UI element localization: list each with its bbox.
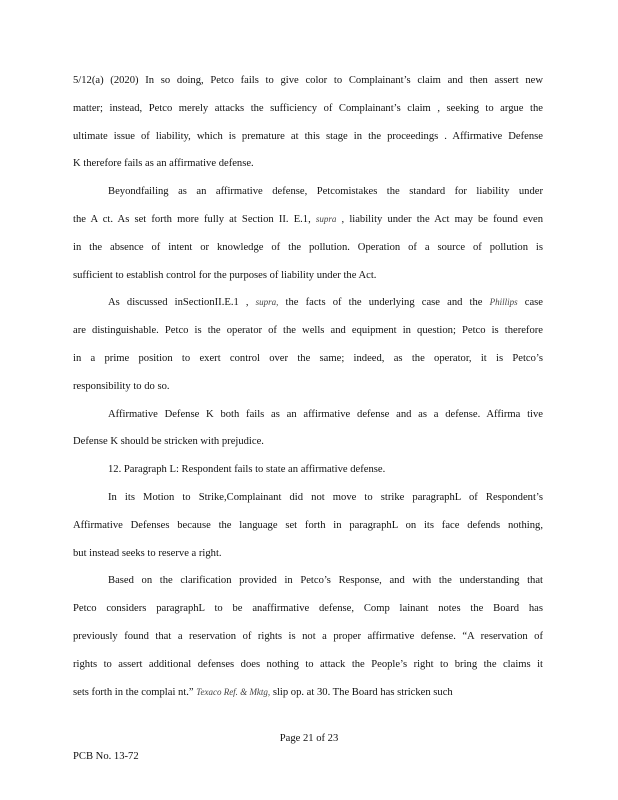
paragraph bbox=[73, 484, 543, 567]
body-text bbox=[73, 67, 543, 706]
text-line: but instead seeks to reserve a right. bbox=[73, 547, 222, 559]
text-line: ultimate issue of liability, which is premature at this stage in the proceedings . Affirmative Defense bbox=[73, 130, 543, 142]
text-line: previously found that a reservation of rights is not a proper affirmative defense. “A reservation of bbox=[73, 630, 543, 642]
text-line: matter; instead, Petco merely attacks the sufficiency of Complainant’s claim , seeking to argue the bbox=[73, 102, 543, 114]
text-line: rights to assert additional defenses does nothing to attack the People’s right to bring the claims it bbox=[73, 658, 543, 670]
text-line: are distinguishable. Petco is the operator of the wells and equipment in question; Petco is therefore bbox=[73, 325, 543, 337]
italic-citation: supra bbox=[315, 213, 337, 224]
text-line: Beyondfailing as an affirmative defense, Petcomistakes the standard for liability under bbox=[108, 186, 543, 198]
paragraph bbox=[73, 67, 543, 178]
text-line: K therefore fails as an affirmative defense. bbox=[73, 158, 254, 170]
text-line: Based on the clarification provided in Petco’s Response, and with the understanding that bbox=[108, 575, 543, 587]
paragraph bbox=[73, 178, 543, 289]
text-line: responsibility to do so. bbox=[73, 380, 170, 392]
text-line: 5/12(a) (2020) In so doing, Petco fails to give color to Complainant’s claim and then assert new bbox=[73, 75, 543, 86]
text-line: Petco considers paragraphL to be anaffirmative defense, Comp lainant notes the Board has bbox=[73, 603, 543, 615]
text-line: As discussed inSectionII.E.1 , supra, the facts of the underlying case and the Phillips case bbox=[108, 297, 543, 309]
paragraph bbox=[73, 289, 543, 400]
italic-citation: supra, bbox=[255, 297, 279, 308]
section-heading bbox=[73, 456, 543, 484]
paragraph bbox=[73, 401, 543, 457]
text-line: Affirmative Defenses because the language set forth in paragraphL on its face defends nothing, bbox=[73, 519, 543, 531]
text-line: 12. Paragraph L: Respondent fails to state an affirmative defense. bbox=[108, 464, 386, 476]
text-line: Defense K should be stricken with prejudice. bbox=[73, 436, 264, 448]
text-line: In its Motion to Strike,Complainant did not move to strike paragraphL of Respondent’s bbox=[108, 491, 543, 503]
text-line: in the absence of intent or knowledge of the pollution. Operation of a source of pollution is bbox=[73, 241, 543, 253]
italic-citation: Texaco Ref. & Mktg, bbox=[196, 686, 271, 697]
text-line: Affirmative Defense K both fails as an affirmative defense and as a defense. Affirma tive bbox=[108, 408, 543, 420]
docket-number: PCB No. 13-72 bbox=[73, 751, 139, 762]
text-line: in a prime position to exert control over the same; indeed, as the operator, it is Petco’s bbox=[73, 352, 543, 364]
page-number: Page 21 of 23 bbox=[279, 733, 339, 744]
text-line: the A ct. As set forth more fully at Section II. E.1, supra , liability under the Act may be found even bbox=[73, 213, 543, 225]
paragraph bbox=[73, 567, 543, 706]
text-line: sets forth in the complai nt.” Texaco Ref. & Mktg, slip op. at 30. The Board has stricken such bbox=[73, 686, 453, 698]
italic-citation: Phillips bbox=[489, 297, 518, 308]
text-line: sufficient to establish control for the purposes of liability under the Act. bbox=[73, 269, 377, 281]
